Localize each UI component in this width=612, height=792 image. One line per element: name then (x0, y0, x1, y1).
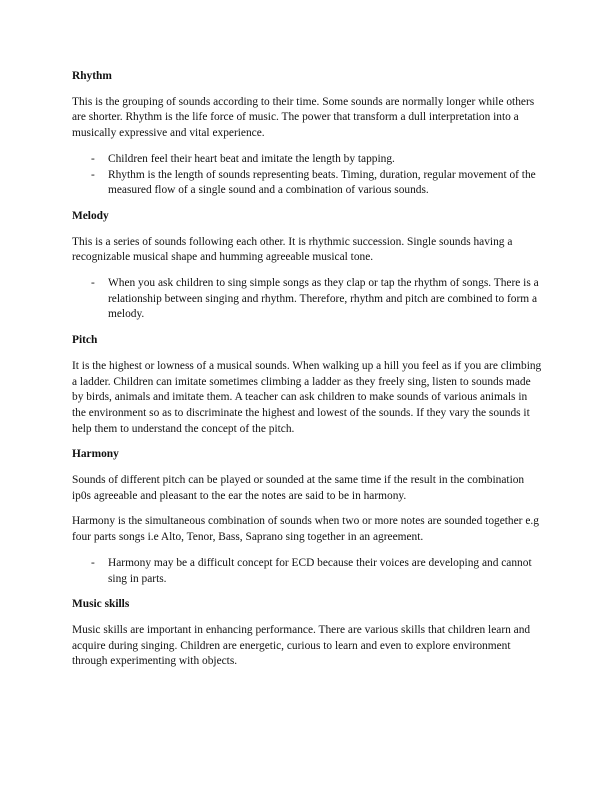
section-music-skills (72, 597, 542, 670)
list-item (72, 276, 542, 323)
list-item (72, 168, 542, 199)
bullet-dash: - (91, 277, 95, 290)
paragraph: It is the highest or lowness of a musical sounds. When walking up a hill you feel as if you are climbing a ladder. Children can imitate sometimes climbing a ladder as they freely sing, listen to sounds made by birds, animals and imitate them. A teacher can ask children to make sounds of various animals in the environment so as to discriminate the highest and lowest of the sounds. If they vary the sounds it help them to understand the concept of the pitch. (72, 359, 542, 435)
section-melody (72, 209, 542, 323)
document-page (72, 69, 542, 680)
paragraph: This is the grouping of sounds according to their time. Some sounds are normally longer while others are shorter. Rhythm is the life force of music. The power that transform a dull interpretation into a musically expressive and vital experience. (72, 95, 535, 140)
section-heading: Melody (72, 209, 109, 222)
paragraph: Harmony is the simultaneous combination of sounds when two or more notes are sounded together e.g four parts songs i.e Alto, Tenor, Bass, Saprano sing together in an agreement. (72, 515, 539, 544)
bullet-dash: - (91, 152, 95, 165)
bullet-dash: - (91, 556, 95, 569)
paragraph: This is a series of sounds following each other. It is rhythmic succession. Single sounds having a recognizable musical shape and humming agreeable musical tone. (72, 235, 513, 264)
section-harmony (72, 447, 542, 587)
list-item-text: Rhythm is the length of sounds representing beats. Timing, duration, regular movement of the measured flow of a single sound and a combination of various sounds. (108, 168, 536, 197)
bullet-list (72, 152, 542, 199)
section-heading: Harmony (72, 448, 119, 461)
section-heading: Pitch (72, 334, 98, 347)
bullet-dash: - (91, 168, 95, 181)
list-item-text: When you ask children to sing simple songs as they clap or tap the rhythm of songs. There is a relationship between singing and rhythm. Therefore, rhythm and pitch are combined to form a melody. (108, 277, 539, 321)
list-item-text: Harmony may be a difficult concept for ECD because their voices are developing and cannot sing in parts. (108, 556, 532, 585)
paragraph: Sounds of different pitch can be played or sounded at the same time if the result in the combination ip0s agreeable and pleasant to the ear the notes are said to be in harmony. (72, 474, 525, 502)
list-item-text: Children feel their heart beat and imitate the length by tapping. (108, 152, 395, 165)
list-item (72, 556, 542, 587)
list-item (72, 152, 542, 168)
section-heading: Music skills (72, 598, 130, 611)
section-rhythm (72, 69, 542, 199)
section-heading: Rhythm (72, 70, 112, 82)
paragraph: Music skills are important in enhancing performance. There are various skills that children learn and acquire during singing. Children are energetic, curious to learn and even to explore environment through experimenting with objects. (72, 623, 531, 668)
section-pitch (72, 333, 542, 437)
bullet-list (72, 556, 542, 587)
bullet-list (72, 276, 542, 323)
